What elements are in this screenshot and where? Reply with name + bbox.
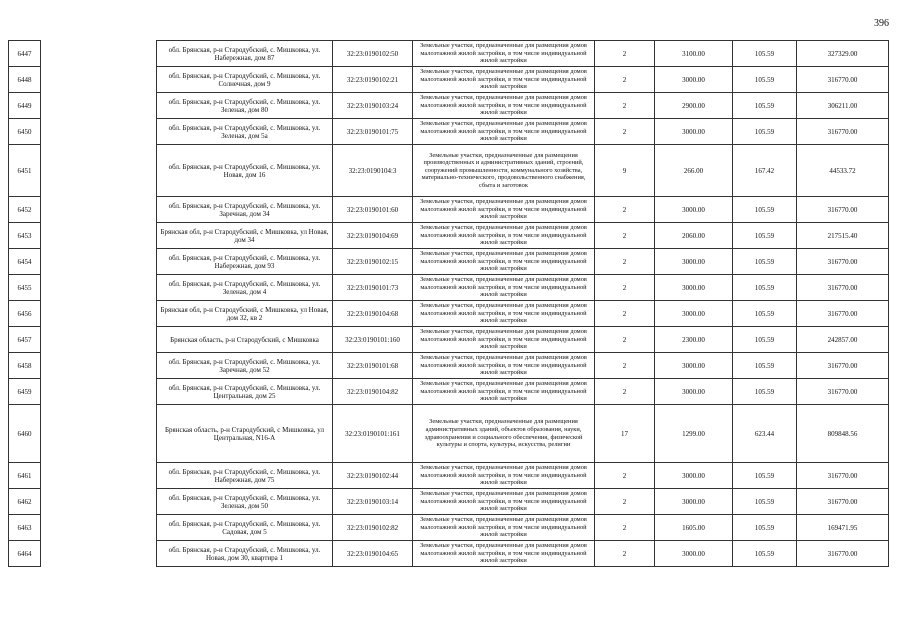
empty-cell	[41, 301, 157, 327]
land-use-cell: Земельные участки, предназначенные для размещения домов малоэтажной жилой застройки, в том числе индивидуальной жилой застройки	[413, 275, 595, 301]
empty-cell	[41, 67, 157, 93]
cadastral-number-cell: 32:23:0190101:160	[333, 327, 413, 353]
area-cell: 3000.00	[655, 275, 733, 301]
cadastral-number-cell: 32:23:0190101:161	[333, 405, 413, 463]
row-number: 6448	[9, 67, 41, 93]
area-cell: 3000.00	[655, 67, 733, 93]
row-number: 6450	[9, 119, 41, 145]
table-row	[9, 67, 889, 93]
cadastral-number-cell: 32:23:0190104:3	[333, 145, 413, 197]
address-cell: Брянская область, р-н Стародубский, с Мишковка	[157, 327, 333, 353]
cadastral-number-cell: 32:23:0190104:69	[333, 223, 413, 249]
area-cell: 2060.00	[655, 223, 733, 249]
cadastral-number-cell: 32:23:0190102:15	[333, 249, 413, 275]
cadastral-number-cell: 32:23:0190104:68	[333, 301, 413, 327]
group-cell: 17	[595, 405, 655, 463]
empty-cell	[41, 327, 157, 353]
group-cell: 2	[595, 301, 655, 327]
cadastral-number-cell: 32:23:0190101:68	[333, 353, 413, 379]
table-row	[9, 41, 889, 67]
area-cell: 3000.00	[655, 301, 733, 327]
rate-cell: 105.59	[733, 301, 797, 327]
row-number: 6458	[9, 353, 41, 379]
row-number: 6464	[9, 541, 41, 567]
cadastral-number-cell: 32:23:0190104:65	[333, 541, 413, 567]
land-use-cell: Земельные участки, предназначенные для размещения домов малоэтажной жилой застройки, в том числе индивидуальной жилой застройки	[413, 301, 595, 327]
rate-cell: 105.59	[733, 197, 797, 223]
table-row	[9, 379, 889, 405]
group-cell: 2	[595, 379, 655, 405]
group-cell: 2	[595, 249, 655, 275]
table-row	[9, 119, 889, 145]
land-use-cell: Земельные участки, предназначенные для размещения административных зданий, объектов образования, науки, здравоохранения и социального обеспечения, физической культуры и спорта, культуры, искусства, религии	[413, 405, 595, 463]
group-cell: 2	[595, 541, 655, 567]
cadastral-number-cell: 32:23:0190102:21	[333, 67, 413, 93]
row-number: 6454	[9, 249, 41, 275]
group-cell: 2	[595, 119, 655, 145]
address-cell: обл. Брянская, р-н Стародубский, с. Мишковка, ул. Зеленая, дом 50	[157, 489, 333, 515]
rate-cell: 105.59	[733, 379, 797, 405]
table-row	[9, 275, 889, 301]
cadastral-value-table	[8, 40, 889, 567]
rate-cell: 105.59	[733, 515, 797, 541]
area-cell: 3000.00	[655, 541, 733, 567]
cadastral-number-cell: 32:23:0190101:60	[333, 197, 413, 223]
area-cell: 2300.00	[655, 327, 733, 353]
address-cell: обл. Брянская, р-н Стародубский, с. Мишковка, ул. Заречная, дом 52	[157, 353, 333, 379]
rate-cell: 105.59	[733, 353, 797, 379]
land-use-cell: Земельные участки, предназначенные для размещения домов малоэтажной жилой застройки, в том числе индивидуальной жилой застройки	[413, 463, 595, 489]
rate-cell: 105.59	[733, 275, 797, 301]
area-cell: 3000.00	[655, 489, 733, 515]
address-cell: обл. Брянская, р-н Стародубский, с. Мишковка, ул. Зеленая, дом 4	[157, 275, 333, 301]
empty-cell	[41, 405, 157, 463]
empty-cell	[41, 145, 157, 197]
rate-cell: 105.59	[733, 327, 797, 353]
table-row	[9, 197, 889, 223]
cadastral-value-cell: 316770.00	[797, 379, 889, 405]
area-cell: 2900.00	[655, 93, 733, 119]
cadastral-number-cell: 32:23:0190101:73	[333, 275, 413, 301]
rate-cell: 105.59	[733, 463, 797, 489]
cadastral-value-cell: 316770.00	[797, 197, 889, 223]
row-number: 6449	[9, 93, 41, 119]
address-cell: обл. Брянская, р-н Стародубский, с. Мишковка, ул. Солнечная, дом 9	[157, 67, 333, 93]
group-cell: 2	[595, 353, 655, 379]
cadastral-number-cell: 32:23:0190102:82	[333, 515, 413, 541]
land-use-cell: Земельные участки, предназначенные для размещения домов малоэтажной жилой застройки, в том числе индивидуальной жилой застройки	[413, 67, 595, 93]
area-cell: 3000.00	[655, 197, 733, 223]
cadastral-value-cell: 44533.72	[797, 145, 889, 197]
cadastral-value-cell: 809848.56	[797, 405, 889, 463]
cadastral-value-cell: 306211.00	[797, 93, 889, 119]
row-number: 6455	[9, 275, 41, 301]
cadastral-value-cell: 217515.40	[797, 223, 889, 249]
land-use-cell: Земельные участки, предназначенные для размещения домов малоэтажной жилой застройки, в том числе индивидуальной жилой застройки	[413, 541, 595, 567]
group-cell: 2	[595, 223, 655, 249]
cadastral-number-cell: 32:23:0190102:50	[333, 41, 413, 67]
cadastral-number-cell: 32:23:0190102:44	[333, 463, 413, 489]
address-cell: обл. Брянская, р-н Стародубский, с. Мишковка, ул. Заречная, дом 34	[157, 197, 333, 223]
address-cell: Брянская обл, р-н Стародубский, с Мишковка, ул Новая, дом 34	[157, 223, 333, 249]
table-row	[9, 223, 889, 249]
rate-cell: 105.59	[733, 67, 797, 93]
empty-cell	[41, 249, 157, 275]
address-cell: обл. Брянская, р-н Стародубский, с. Мишковка, ул. Набережная, дом 75	[157, 463, 333, 489]
address-cell: обл. Брянская, р-н Стародубский, с. Мишковка, ул. Новая, дом 16	[157, 145, 333, 197]
cadastral-value-cell: 327329.00	[797, 41, 889, 67]
table-row	[9, 327, 889, 353]
address-cell: обл. Брянская, р-н Стародубский, с. Мишковка, ул. Зеленая, дом 80	[157, 93, 333, 119]
group-cell: 2	[595, 515, 655, 541]
cadastral-value-cell: 242857.00	[797, 327, 889, 353]
table-row	[9, 353, 889, 379]
empty-cell	[41, 515, 157, 541]
cadastral-number-cell: 32:23:0190103:24	[333, 93, 413, 119]
rate-cell: 105.59	[733, 223, 797, 249]
row-number: 6452	[9, 197, 41, 223]
row-number: 6463	[9, 515, 41, 541]
page-number: 396	[874, 18, 889, 29]
land-use-cell: Земельные участки, предназначенные для размещения домов малоэтажной жилой застройки, в том числе индивидуальной жилой застройки	[413, 93, 595, 119]
cadastral-value-cell: 316770.00	[797, 541, 889, 567]
group-cell: 9	[595, 145, 655, 197]
group-cell: 2	[595, 197, 655, 223]
area-cell: 3100.00	[655, 41, 733, 67]
address-cell: обл. Брянская, р-н Стародубский, с. Мишковка, ул. Центральная, дом 25	[157, 379, 333, 405]
area-cell: 1299.00	[655, 405, 733, 463]
rate-cell: 105.59	[733, 489, 797, 515]
empty-cell	[41, 223, 157, 249]
empty-cell	[41, 41, 157, 67]
group-cell: 2	[595, 489, 655, 515]
group-cell: 2	[595, 93, 655, 119]
land-use-cell: Земельные участки, предназначенные для размещения домов малоэтажной жилой застройки, в том числе индивидуальной жилой застройки	[413, 223, 595, 249]
table-row	[9, 515, 889, 541]
area-cell: 3000.00	[655, 119, 733, 145]
empty-cell	[41, 275, 157, 301]
group-cell: 2	[595, 41, 655, 67]
row-number: 6459	[9, 379, 41, 405]
land-use-cell: Земельные участки, предназначенные для размещения домов малоэтажной жилой застройки, в том числе индивидуальной жилой застройки	[413, 489, 595, 515]
row-number: 6447	[9, 41, 41, 67]
address-cell: Брянская область, р-н Стародубский, с Мишковка, ул Центральная, N16-А	[157, 405, 333, 463]
rate-cell: 167.42	[733, 145, 797, 197]
cadastral-value-cell: 316770.00	[797, 463, 889, 489]
group-cell: 2	[595, 67, 655, 93]
land-use-cell: Земельные участки, предназначенные для размещения домов малоэтажной жилой застройки, в том числе индивидуальной жилой застройки	[413, 379, 595, 405]
area-cell: 3000.00	[655, 463, 733, 489]
cadastral-value-cell: 316770.00	[797, 489, 889, 515]
area-cell: 3000.00	[655, 379, 733, 405]
rate-cell: 105.59	[733, 93, 797, 119]
table-row	[9, 463, 889, 489]
cadastral-value-cell: 316770.00	[797, 275, 889, 301]
row-number: 6460	[9, 405, 41, 463]
table-row	[9, 93, 889, 119]
address-cell: обл. Брянская, р-н Стародубский, с. Мишковка, ул. Набережная, дом 93	[157, 249, 333, 275]
area-cell: 266.00	[655, 145, 733, 197]
address-cell: обл. Брянская, р-н Стародубский, с. Мишковка, ул. Набережная, дом 87	[157, 41, 333, 67]
empty-cell	[41, 541, 157, 567]
row-number: 6451	[9, 145, 41, 197]
table-row	[9, 145, 889, 197]
cadastral-value-cell: 316770.00	[797, 249, 889, 275]
empty-cell	[41, 353, 157, 379]
empty-cell	[41, 379, 157, 405]
rate-cell: 105.59	[733, 541, 797, 567]
row-number: 6457	[9, 327, 41, 353]
rate-cell: 105.59	[733, 41, 797, 67]
area-cell: 3000.00	[655, 353, 733, 379]
group-cell: 2	[595, 463, 655, 489]
area-cell: 1605.00	[655, 515, 733, 541]
rate-cell: 105.59	[733, 119, 797, 145]
cadastral-value-cell: 316770.00	[797, 353, 889, 379]
empty-cell	[41, 197, 157, 223]
rate-cell: 623.44	[733, 405, 797, 463]
table-row	[9, 301, 889, 327]
cadastral-value-cell: 316770.00	[797, 301, 889, 327]
address-cell: обл. Брянская, р-н Стародубский, с. Мишковка, ул. Новая, дом 30, квартира 1	[157, 541, 333, 567]
land-use-cell: Земельные участки, предназначенные для размещения производственных и административных зданий, строений, сооружений промышленности, коммунального хозяйства, материально-технического, продовольственного снабжения, сбыта и заготовок	[413, 145, 595, 197]
land-use-cell: Земельные участки, предназначенные для размещения домов малоэтажной жилой застройки, в том числе индивидуальной жилой застройки	[413, 41, 595, 67]
row-number: 6456	[9, 301, 41, 327]
address-cell: Брянская обл, р-н Стародубский, с Мишковка, ул Новая, дом 32, кв 2	[157, 301, 333, 327]
empty-cell	[41, 463, 157, 489]
land-use-cell: Земельные участки, предназначенные для размещения домов малоэтажной жилой застройки, в том числе индивидуальной жилой застройки	[413, 119, 595, 145]
rate-cell: 105.59	[733, 249, 797, 275]
row-number: 6453	[9, 223, 41, 249]
group-cell: 2	[595, 275, 655, 301]
address-cell: обл. Брянская, р-н Стародубский, с. Мишковка, ул. Садовая, дом 5	[157, 515, 333, 541]
table-row	[9, 405, 889, 463]
group-cell: 2	[595, 327, 655, 353]
land-use-cell: Земельные участки, предназначенные для размещения домов малоэтажной жилой застройки, в том числе индивидуальной жилой застройки	[413, 515, 595, 541]
land-use-cell: Земельные участки, предназначенные для размещения домов малоэтажной жилой застройки, в том числе индивидуальной жилой застройки	[413, 327, 595, 353]
empty-cell	[41, 93, 157, 119]
table-row	[9, 541, 889, 567]
table-body	[9, 41, 889, 567]
table-row	[9, 489, 889, 515]
cadastral-number-cell: 32:23:0190104:82	[333, 379, 413, 405]
row-number: 6461	[9, 463, 41, 489]
table-row	[9, 249, 889, 275]
cadastral-value-cell: 316770.00	[797, 67, 889, 93]
land-use-cell: Земельные участки, предназначенные для размещения домов малоэтажной жилой застройки, в том числе индивидуальной жилой застройки	[413, 249, 595, 275]
area-cell: 3000.00	[655, 249, 733, 275]
cadastral-value-cell: 169471.95	[797, 515, 889, 541]
cadastral-number-cell: 32:23:0190101:75	[333, 119, 413, 145]
address-cell: обл. Брянская, р-н Стародубский, с. Мишковка, ул. Зеленая, дом 5а	[157, 119, 333, 145]
land-use-cell: Земельные участки, предназначенные для размещения домов малоэтажной жилой застройки, в том числе индивидуальной жилой застройки	[413, 197, 595, 223]
cadastral-value-cell: 316770.00	[797, 119, 889, 145]
row-number: 6462	[9, 489, 41, 515]
empty-cell	[41, 489, 157, 515]
land-use-cell: Земельные участки, предназначенные для размещения домов малоэтажной жилой застройки, в том числе индивидуальной жилой застройки	[413, 353, 595, 379]
cadastral-number-cell: 32:23:0190103:14	[333, 489, 413, 515]
empty-cell	[41, 119, 157, 145]
